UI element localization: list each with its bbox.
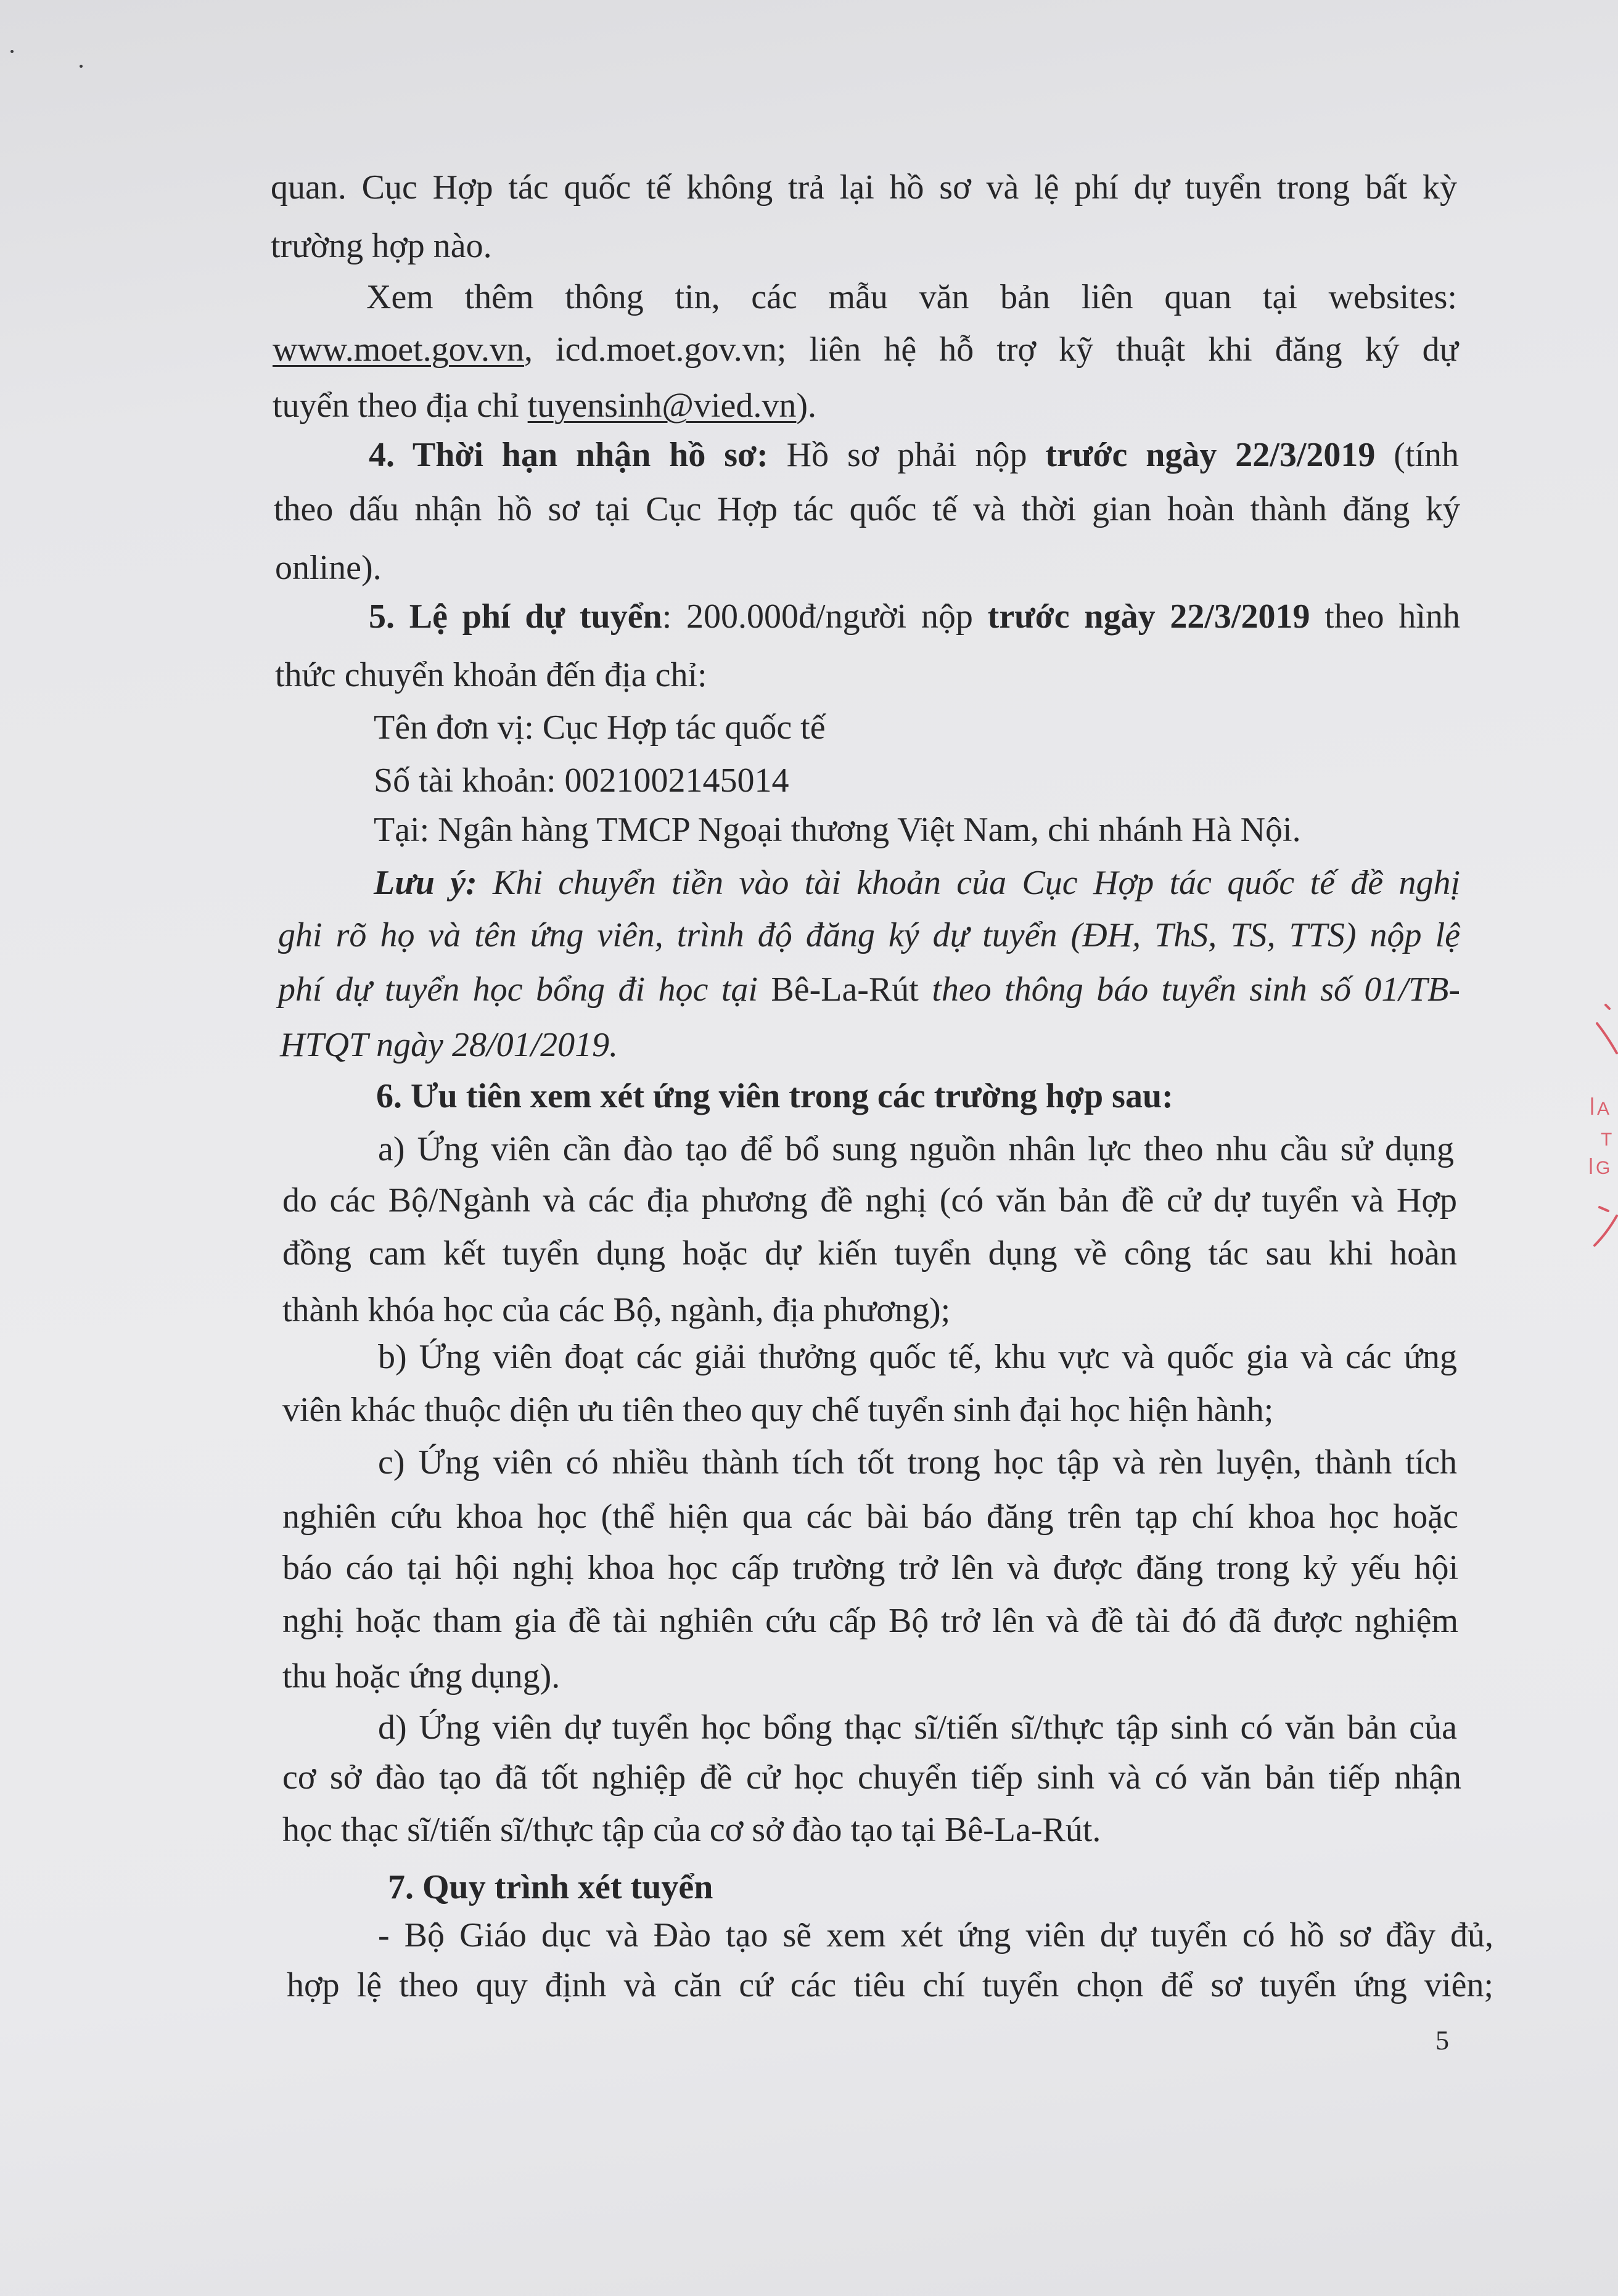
line-text: d) Ứng viên dự tuyển học bổng thạc sĩ/tiến sĩ/thực tập sinh có văn bản của	[378, 1708, 1457, 1747]
text-line	[271, 224, 492, 268]
text-line	[378, 1706, 1457, 1749]
account-number-text: Số tài khoản: 0021002145014	[374, 761, 789, 800]
line-text: thức chuyển khoản đến địa chỉ:	[275, 656, 707, 694]
section-heading: 4. Thời hạn nhận hồ sơ:	[369, 436, 768, 474]
note-label: Lưu ý:	[374, 864, 477, 902]
text-line	[282, 1495, 1458, 1538]
paper-speck	[10, 50, 14, 53]
text-line	[282, 1599, 1458, 1642]
italic-text: HTQT ngày 28/01/2019.	[280, 1026, 618, 1064]
text-line	[374, 759, 789, 802]
paper-speck	[80, 65, 83, 68]
line-text: thành khóa học của các Bộ, ngành, địa phương);	[282, 1291, 951, 1329]
stamp-ring-arc	[1595, 1216, 1617, 1245]
line-text: theo dấu nhận hồ sơ tại Cục Hợp tác quốc tế và thời gian hoàn thành đăng ký	[274, 490, 1460, 528]
email-link-text: tuyensinh@vied.vn	[527, 387, 797, 425]
stamp-ring-arc	[1600, 1207, 1608, 1211]
line-text: , icd.moet.gov.vn; liên hệ hỗ trợ kỹ thuật khi đăng ký dự	[524, 330, 1458, 369]
line-text: học thạc sĩ/tiến sĩ/thực tập của cơ sở đào tạo tại Bê-La-Rút.	[282, 1811, 1101, 1849]
line-text: cơ sở đào tạo đã tốt nghiệp đề cử học chuyển tiếp sinh và có văn bản tiếp nhận	[282, 1758, 1461, 1797]
bank-name-text: Tại: Ngân hàng TMCP Ngoại thương Việt Nam, chi nhánh Hà Nội.	[374, 811, 1301, 849]
line-text: b) Ứng viên đoạt các giải thưởng quốc tế, khu vực và quốc gia và các ứng	[378, 1338, 1457, 1376]
deadline-bold-text: trước ngày 22/3/2019	[987, 597, 1310, 636]
text-line	[273, 328, 1458, 371]
text-line	[278, 914, 1460, 957]
italic-text: Khi chuyển tiền vào tài khoản của Cục Hợp tác quốc tế đề nghị	[477, 864, 1461, 902]
stamp-letter: A	[1597, 1099, 1610, 1119]
text-line	[282, 1655, 560, 1698]
line-text: quan. Cục Hợp tác quốc tế không trả lại hồ sơ và lệ phí dự tuyển trong bất kỳ	[271, 168, 1457, 207]
italic-text: theo thông báo tuyển sinh số 01/TB-	[918, 970, 1460, 1009]
line-text: do các Bộ/Ngành và các địa phương đề nghị (có văn bản đề cử dự tuyển và Hợp	[282, 1181, 1457, 1220]
line-text: viên khác thuộc diện ưu tiên theo quy chế tuyển sinh đại học hiện hành;	[282, 1391, 1274, 1429]
line-text: nghị hoặc tham gia đề tài nghiên cứu cấp Bộ trở lên và đề tài đó đã được nghiệm	[282, 1602, 1458, 1640]
text-line	[378, 1441, 1457, 1484]
section-heading	[376, 1075, 1173, 1118]
line-text: Hồ sơ phải nộp	[768, 436, 1046, 474]
text-line	[275, 654, 707, 697]
text-line	[374, 808, 1301, 851]
text-line	[369, 433, 1459, 477]
line-text: tuyển theo địa chỉ	[273, 387, 528, 425]
section-heading	[388, 1866, 713, 1909]
text-line	[378, 1335, 1457, 1379]
text-line	[378, 1128, 1454, 1171]
text-line	[282, 1232, 1457, 1275]
deadline-bold-text: trước ngày 22/3/2019	[1045, 436, 1376, 474]
line-text: c) Ứng viên có nhiều thành tích tốt trong học tập và rèn luyện, thành tích	[378, 1443, 1457, 1482]
line-text: : 200.000đ/người nộp	[662, 597, 988, 636]
text-line	[378, 1914, 1493, 1957]
line-text: theo hình	[1310, 597, 1460, 636]
text-line	[273, 384, 816, 427]
page-number: 5	[1435, 2025, 1449, 2056]
text-line	[366, 276, 1457, 319]
line-text: online).	[275, 549, 382, 587]
line-text: thu hoặc ứng dụng).	[282, 1657, 561, 1695]
text-line	[271, 166, 1457, 209]
line-text: nghiên cứu khoa học (thể hiện qua các bài báo đăng trên tạp chí khoa học hoặc	[282, 1498, 1458, 1536]
website-link-text: www.moet.gov.vn	[273, 330, 525, 369]
line-text: Xem thêm thông tin, các mẫu văn bản liên quan tại websites:	[366, 278, 1457, 316]
stamp-letter: G	[1596, 1158, 1611, 1178]
line-text: a) Ứng viên cần đào tạo để bổ sung nguồn nhân lực theo nhu cầu sử dụng	[378, 1130, 1454, 1168]
stamp-ring-arc	[1597, 1023, 1617, 1053]
text-line	[278, 968, 1460, 1011]
text-line	[282, 1546, 1458, 1589]
stamp-letter: T	[1601, 1130, 1612, 1150]
line-text: đồng cam kết tuyển dụng hoặc dự kiến tuyển dụng về công tác sau khi hoàn	[282, 1234, 1457, 1273]
line-text: Bê-La-Rút	[771, 970, 919, 1009]
section-heading: 5. Lệ phí dự tuyển	[369, 597, 662, 636]
text-line	[369, 595, 1460, 638]
italic-text: ghi rõ họ và tên ứng viên, trình độ đăng ký dự tuyển (ĐH, ThS, TS, TTS) nộp lệ	[278, 916, 1460, 954]
heading-text: 7. Quy trình xét tuyển	[388, 1868, 713, 1906]
text-line	[274, 488, 1460, 531]
text-line	[282, 1756, 1461, 1799]
text-line	[282, 1388, 1273, 1432]
stamp-fragment	[1579, 986, 1618, 1282]
line-text: báo cáo tại hội nghị khoa học cấp trường trở lên và được đăng trong kỷ yếu hội	[282, 1549, 1458, 1587]
text-line	[275, 546, 382, 589]
line-text: ).	[796, 387, 817, 425]
text-line	[374, 861, 1460, 904]
line-text: - Bộ Giáo dục và Đào tạo sẽ xem xét ứng viên dự tuyển có hồ sơ đầy đủ,	[378, 1916, 1493, 1954]
text-line	[374, 706, 826, 749]
text-line	[280, 1023, 618, 1067]
stamp-ring-arc	[1606, 1005, 1609, 1009]
heading-text: 6. Ưu tiên xem xét ứng viên trong các trường hợp sau:	[376, 1077, 1173, 1115]
text-line	[282, 1289, 950, 1332]
line-text: (tính	[1375, 436, 1460, 474]
line-text: hợp lệ theo quy định và căn cứ các tiêu chí tuyển chọn để sơ tuyển ứng viên;	[287, 1966, 1493, 2004]
line-text: trường hợp nào.	[271, 227, 492, 265]
text-line	[287, 1964, 1493, 2007]
text-line	[282, 1179, 1457, 1222]
account-name-text: Tên đơn vị: Cục Hợp tác quốc tế	[374, 708, 826, 747]
text-line	[282, 1808, 1101, 1851]
italic-text: phí dự tuyển học bổng đi học tại	[278, 970, 771, 1009]
